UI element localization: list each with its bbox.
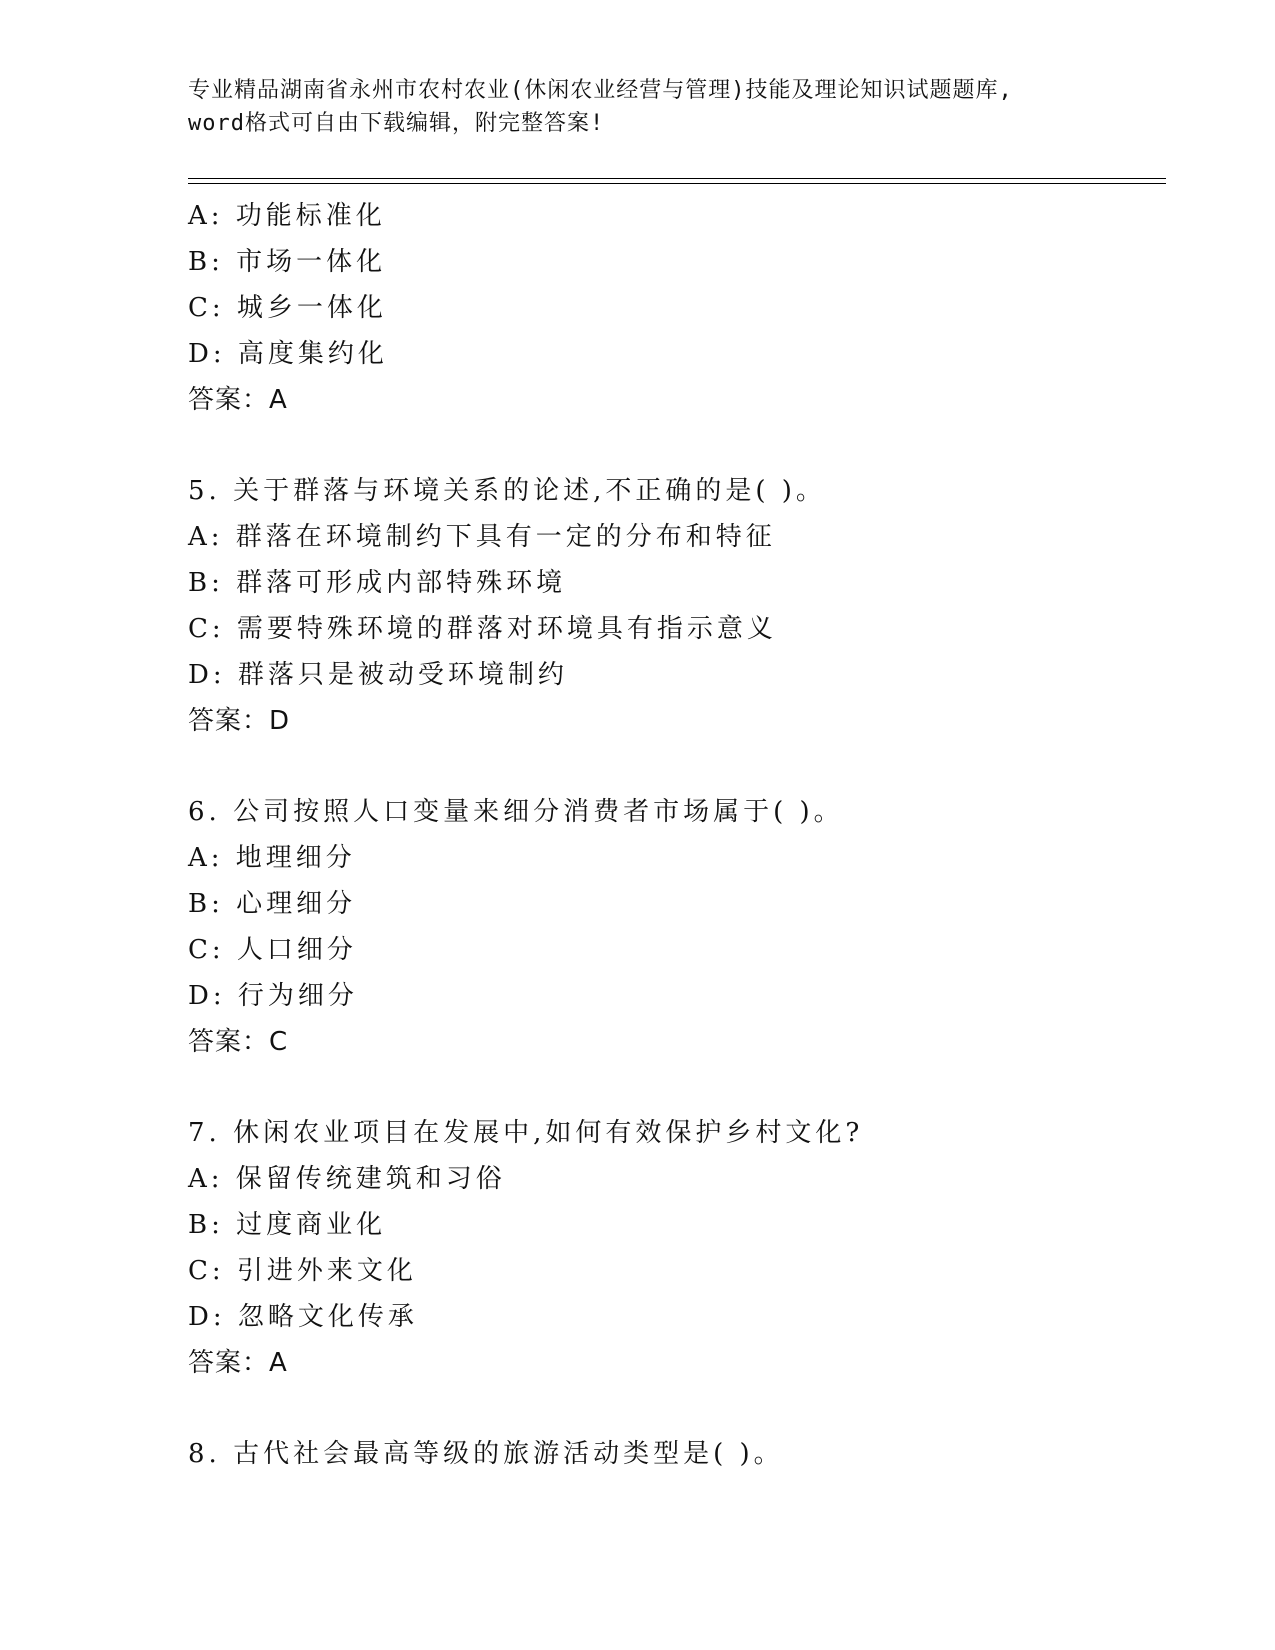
header-divider-bottom xyxy=(188,183,1166,184)
option-a: A: 群落在环境制约下具有一定的分布和特征 xyxy=(188,522,776,552)
option-b: B: 心理细分 xyxy=(188,889,357,919)
header-divider-top xyxy=(188,178,1166,179)
answer-line: 答案：A xyxy=(188,1348,288,1378)
option-d: D: 高度集约化 xyxy=(188,339,388,369)
answer-line: 答案：C xyxy=(188,1027,289,1057)
spacer xyxy=(188,423,1168,468)
question-stem: 7. 休闲农业项目在发展中,如何有效保护乡村文化? xyxy=(188,1118,864,1148)
option-a: A: 保留传统建筑和习俗 xyxy=(188,1164,506,1194)
question-stem: 6. 公司按照人口变量来细分消费者市场属于( )。 xyxy=(188,797,844,827)
question-stem: 8. 古代社会最高等级的旅游活动类型是( )。 xyxy=(188,1439,784,1469)
option-c: C: 需要特殊环境的群落对环境具有指示意义 xyxy=(188,614,777,644)
option-c: C: 城乡一体化 xyxy=(188,293,387,323)
spacer xyxy=(188,1065,1168,1110)
question-block-7 xyxy=(188,1110,1168,1386)
header-line-2: word格式可自由下载编辑，附完整答案! xyxy=(188,111,605,136)
question-block-6 xyxy=(188,789,1168,1065)
option-a: A: 功能标准化 xyxy=(188,201,386,231)
option-d: D: 行为细分 xyxy=(188,981,358,1011)
option-b: B: 过度商业化 xyxy=(188,1210,387,1240)
option-b: B: 市场一体化 xyxy=(188,247,387,277)
option-d: D: 群落只是被动受环境制约 xyxy=(188,660,568,690)
option-c: C: 人口细分 xyxy=(188,935,357,965)
answer-line: 答案：D xyxy=(188,706,291,736)
question-block-8 xyxy=(188,1431,1168,1477)
document-header xyxy=(188,74,1168,140)
header-line-1: 专业精品湖南省永州市农村农业(休闲农业经营与管理)技能及理论知识试题题库, xyxy=(188,78,1013,103)
option-a: A: 地理细分 xyxy=(188,843,356,873)
question-stem: 5. 关于群落与环境关系的论述,不正确的是( )。 xyxy=(188,476,826,506)
spacer xyxy=(188,744,1168,789)
option-b: B: 群落可形成内部特殊环境 xyxy=(188,568,567,598)
question-block-5 xyxy=(188,468,1168,744)
option-d: D: 忽略文化传承 xyxy=(188,1302,418,1332)
question-block-4 xyxy=(188,193,1168,423)
option-c: C: 引进外来文化 xyxy=(188,1256,417,1286)
spacer xyxy=(188,1386,1168,1431)
question-list xyxy=(188,193,1168,1477)
answer-line: 答案：A xyxy=(188,385,288,415)
